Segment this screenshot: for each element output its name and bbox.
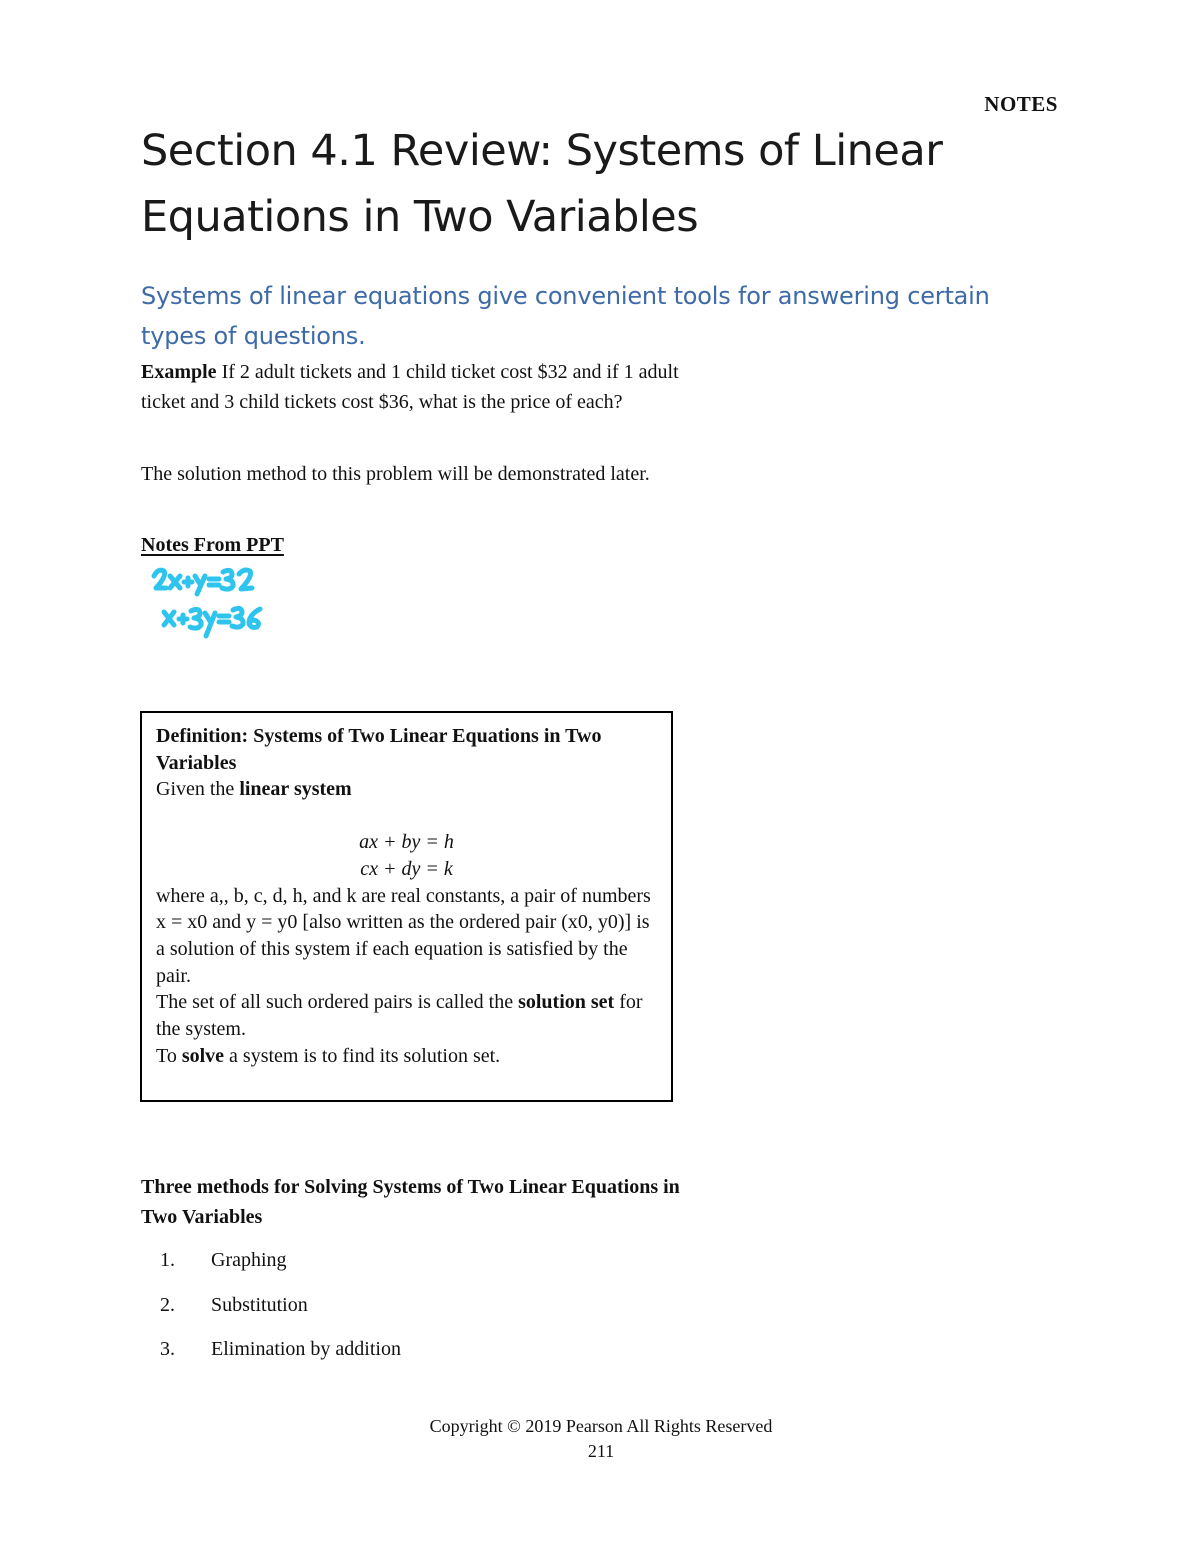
equation-1: ax + by = h xyxy=(359,831,454,854)
example-label: Example xyxy=(141,361,217,383)
page-title: Section 4.1 Review: Systems of Linear Equations in Two Variables xyxy=(141,126,943,242)
definition-box xyxy=(140,711,673,1102)
definition-heading: Definition: Systems of Two Linear Equations in Two Variables xyxy=(156,725,602,774)
methods-heading: Three methods for Solving Systems of Two Linear Equations in Two Variables xyxy=(141,1176,680,1228)
handwritten-equations xyxy=(148,562,278,646)
list-item: 1. Graphing xyxy=(160,1249,287,1271)
notes-label: NOTES xyxy=(984,92,1058,116)
page-footer xyxy=(0,1414,1200,1464)
list-item: 2. Substitution xyxy=(160,1293,308,1316)
page-subtitle: Systems of linear equations give convenient tools for answering certain types of questions. xyxy=(141,282,990,350)
handwritten-line-1 xyxy=(154,570,252,594)
notes-from-ppt-heading: Notes From PPT xyxy=(141,534,284,556)
list-item: 3. Elimination by addition xyxy=(160,1338,401,1360)
example-text: If 2 adult tickets and 1 child ticket cost $32 and if 1 adult ticket and 3 child tickets cost $36, what is the price of each? xyxy=(141,361,679,413)
solution-note: The solution method to this problem will be demonstrated later. xyxy=(141,463,650,485)
example-paragraph xyxy=(141,357,721,417)
definition-solve: To solve a system is to find its solution set. xyxy=(156,1044,501,1067)
page-number: 211 xyxy=(587,1441,615,1461)
definition-where: where a,, b, c, d, h, and k are real constants, a pair of numbers x = x0 and y = y0 [also written as the ordered pair (x0, y0)] is a solution of this system if each equation is satisfied by the pair. xyxy=(156,884,651,987)
equation-2: cx + dy = k xyxy=(360,857,453,880)
definition-solution-set: The set of all such ordered pairs is called the solution set for the system. xyxy=(156,991,643,1041)
copyright-text: Copyright © 2019 Pearson All Rights Reserved xyxy=(429,1416,773,1436)
methods-list xyxy=(141,1245,401,1379)
definition-equations xyxy=(156,829,657,882)
definition-given: Given the linear system xyxy=(156,778,352,801)
handwritten-line-2 xyxy=(164,608,260,636)
